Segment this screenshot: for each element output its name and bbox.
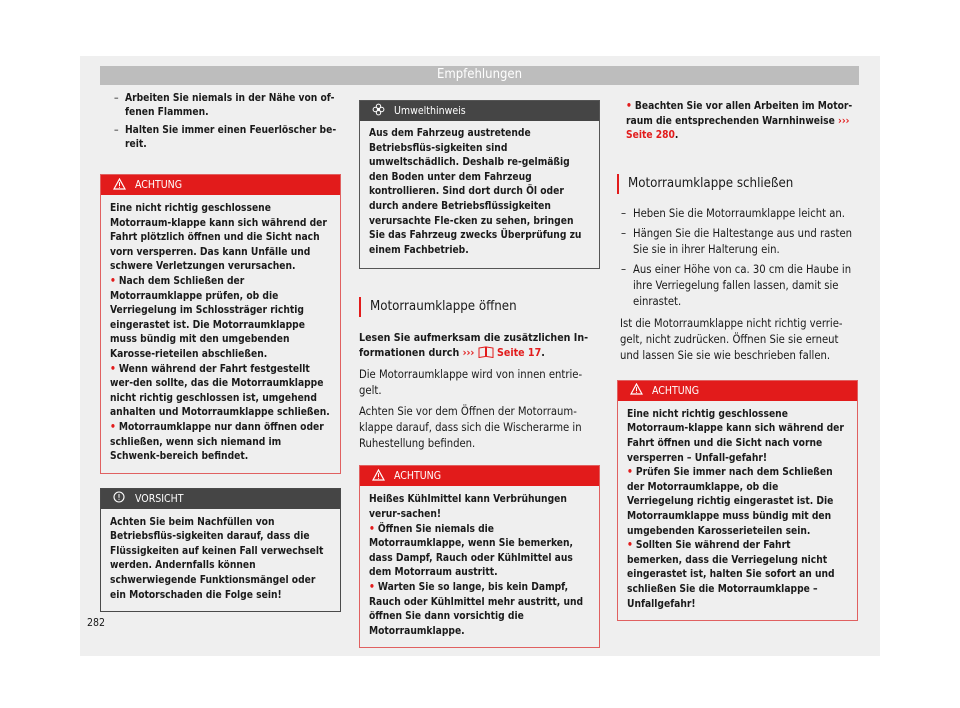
achtung-bullet: • Warten Sie so lange, bis kein Dampf, Rauch oder Kühlmittel mehr austritt, und öffnen Sie dann vorsichtig die Motorraumklappe. <box>369 581 584 637</box>
umwelt-body <box>360 121 599 268</box>
lead-page-link[interactable]: Seite 17 <box>497 347 542 360</box>
column-1 <box>100 92 341 612</box>
top-bullet-text: Beachten Sie vor allen Arbeiten im Motor-raum die entsprechenden Warnhinweise <box>626 101 853 127</box>
steps-list <box>617 206 858 310</box>
page-number: 282 <box>87 617 106 629</box>
page-header <box>100 66 859 85</box>
umwelt-text: Aus dem Fahrzeug austretende Betriebsflüs-sigkeiten sind umweltschädlich. Deshalb re-gelmäßig den Boden unter dem Fahrzeug kontrollieren. Sind dort durch Öl oder durch andere Betriebsflüssigkeiten verursachte Fle-cken zu sehen, bringen Sie das Fahrzeug zwecks Überprüfung zu einem Fachbetrieb. <box>369 128 582 256</box>
achtung-box-2 <box>359 465 600 648</box>
lead-paragraph <box>359 331 600 363</box>
achtung-title: ACHTUNG <box>652 384 700 397</box>
achtung-header <box>101 175 340 195</box>
paragraph-2: Achten Sie vor dem Öffnen der Motorraum-klappe darauf, dass sich die Wischerarme in Ruhestellung befinden. <box>359 405 582 451</box>
lead-text: Lesen Sie aufmerksam die zusätzlichen In-formationen durch <box>359 332 589 360</box>
section-title-open: Motorraumklappe öffnen <box>359 297 600 317</box>
achtung-body <box>618 401 857 620</box>
vorsicht-header <box>101 489 340 509</box>
achtung-title: ACHTUNG <box>394 470 442 483</box>
flower-icon <box>372 103 394 119</box>
achtung-bullet: • Sollten Sie während der Fahrt bemerken, dass die Verriegelung nicht eingerastet ist, halten Sie sofort an und schließen Sie die Motorraumklappe – Unfallgefahr! <box>627 540 835 610</box>
vorsicht-text: Achten Sie beim Nachfüllen von Betriebsflüs-sigkeiten darauf, dass die Flüssigkeiten auf keinen Fall verwechselt werden. Andernfalls können schwerwiegende Funktionsmängel oder ein Motorschaden die Folge sein! <box>110 516 324 601</box>
column-2 <box>359 100 600 648</box>
achtung-bullet: • Wenn während der Fahrt festgestellt wer-den sollte, das die Motorraumklappe nicht richtig geschlossen ist, umgehend anhalten und Motorraumklappe schließen. <box>110 363 330 419</box>
step-text: Aus einer Höhe von ca. 30 cm die Haube in ihre Verriegelung fallen lassen, damit sie einrastet. <box>633 262 852 308</box>
vorsicht-title: VORSICHT <box>135 492 184 505</box>
bullet-text: Nach dem Schließen der Motorraumklappe prüfen, ob die Verriegelung im Schlossträger richtig eingerastet ist. Die Motorraumklappe muss bündig mit den umgebenden Karosse-rieteilen abschließen. <box>110 275 305 360</box>
achtung-bullet: • Prüfen Sie immer nach dem Schließen der Motorraumklappe, ob die Verriegelung richtig eingerastet ist. Die Motorraumklappe muss bündig mit den umgebenden Karosserieteilen sein. <box>627 467 834 537</box>
top-bullet-end: . <box>674 130 679 142</box>
warning-triangle-icon <box>372 469 394 484</box>
list-item: – Halten Sie immer einen Feuerlöscher be-reit. <box>114 125 337 150</box>
achtung-bullet: • Nach dem Schließen der Motorraumklappe prüfen, ob die Verriegelung im Schlossträger richtig eingerastet ist. Die Motorraumklappe muss bündig mit den umgebenden Karosse-rieteilen abschließen. <box>110 275 305 360</box>
paragraph-1: Die Motorraumklappe wird von innen entrie-gelt. <box>359 368 583 398</box>
bullet-text: Wenn während der Fahrt festgestellt wer-den sollte, das die Motorraumklappe nicht richtig geschlossen ist, umgehend anhalten und Motorraumklappe schließen. <box>110 363 330 419</box>
achtung-body <box>101 195 340 473</box>
achtung-bullet: • Motorraumklappe nur dann öffnen oder schließen, wenn sich niemand im Schwenk-bereich befindet. <box>110 421 324 463</box>
page-title: Empfehlungen <box>436 67 523 82</box>
umwelt-box <box>359 100 600 269</box>
safety-list <box>100 92 341 152</box>
book-icon <box>478 346 494 363</box>
achtung-title: ACHTUNG <box>135 179 183 191</box>
list-item: – Arbeiten Sie niemals in der Nähe von of-fenen Flammen. <box>114 93 335 118</box>
top-bullet-ref[interactable]: ››› Seite 280 <box>626 115 850 142</box>
vorsicht-box <box>100 488 341 613</box>
bullet-text: Prüfen Sie immer nach dem Schließen der Motorraumklappe, ob die Verriegelung richtig eingerastet ist. Die Motorraumklappe muss bündig mit den umgebenden Karosserieteilen sein. <box>627 467 834 537</box>
bullet-text: Sollten Sie während der Fahrt bemerken, dass die Verriegelung nicht eingerastet ist, halten Sie sofort an und schließen Sie die Motorraumklappe – Unfallgefahr! <box>627 540 835 610</box>
step-item: – Heben Sie die Motorraumklappe leicht an. <box>621 206 846 220</box>
achtung-intro: Heißes Kühlmittel kann Verbrühungen verur-sachen! <box>369 494 567 520</box>
close-paragraph: Ist die Motorraumklappe nicht richtig verrie-gelt, nicht zudrücken. Öffnen Sie sie erneut und lassen Sie sie wie beschrieben fallen. <box>620 316 843 362</box>
umwelt-header <box>360 101 599 121</box>
section-title-close: Motorraumklappe schließen <box>617 174 858 194</box>
step-item: – Hängen Sie die Haltestange aus und rasten Sie sie in ihrer Halterung ein. <box>621 226 853 256</box>
achtung-box <box>100 174 341 474</box>
achtung-body <box>360 486 599 647</box>
achtung-intro: Eine nicht richtig geschlossene Motorraum-klappe kann sich während der Fahrt plötzlich öffnen und die Sicht nach vorn versperren. Das kann Unfälle und schwere Verletzungen verursachen. <box>110 203 327 273</box>
bullet-text: Öffnen Sie niemals die Motorraumklappe, wenn Sie bemerken, dass Dampf, Rauch oder Kühlmittel aus dem Motorraum austritt. <box>369 523 574 579</box>
lead-end: . <box>541 347 545 360</box>
step-text: Heben Sie die Motorraumklappe leicht an. <box>633 206 846 220</box>
bullet-text: Motorraumklappe nur dann öffnen oder schließen, wenn sich niemand im Schwenk-bereich befindet. <box>110 421 324 463</box>
achtung-intro: Eine nicht richtig geschlossene Motorraum-klappe kann sich während der Fahrt öffnen und die Sicht nach vorne versperren – Unfall-gefahr! <box>627 408 844 464</box>
bullet-text: Warten Sie so lange, bis kein Dampf, Rauch oder Kühlmittel mehr austritt, und öffnen Sie dann vorsichtig die Motorraumklappe. <box>369 581 584 637</box>
list-item-text: Arbeiten Sie niemals in der Nähe von of-fenen Flammen. <box>125 93 335 118</box>
step-item: – Aus einer Höhe von ca. 30 cm die Haube in ihre Verriegelung fallen lassen, damit sie einrastet. <box>621 262 852 308</box>
achtung-header <box>360 466 599 486</box>
warning-triangle-icon <box>113 178 135 193</box>
umwelt-title: Umwelthinweis <box>394 105 466 117</box>
column-3 <box>617 92 858 621</box>
achtung-bullet: • Öffnen Sie niemals die Motorraumklappe, wenn Sie bemerken, dass Dampf, Rauch oder Kühlmittel aus dem Motorraum austritt. <box>369 523 574 579</box>
list-item-text: Halten Sie immer einen Feuerlöscher be-reit. <box>125 125 337 150</box>
step-text: Hängen Sie die Haltestange aus und rasten Sie sie in ihrer Halterung ein. <box>633 226 853 256</box>
warning-triangle-icon <box>630 383 652 398</box>
top-bullet: • Beachten Sie vor allen Arbeiten im Motor-raum die entsprechenden Warnhinweise ››› Seite 280. <box>626 101 853 142</box>
achtung-header <box>618 381 857 401</box>
lead-ref-arrows[interactable]: ››› <box>462 347 475 360</box>
vorsicht-body <box>101 509 340 612</box>
exclamation-circle-icon <box>113 491 135 506</box>
achtung-box-3 <box>617 380 858 621</box>
